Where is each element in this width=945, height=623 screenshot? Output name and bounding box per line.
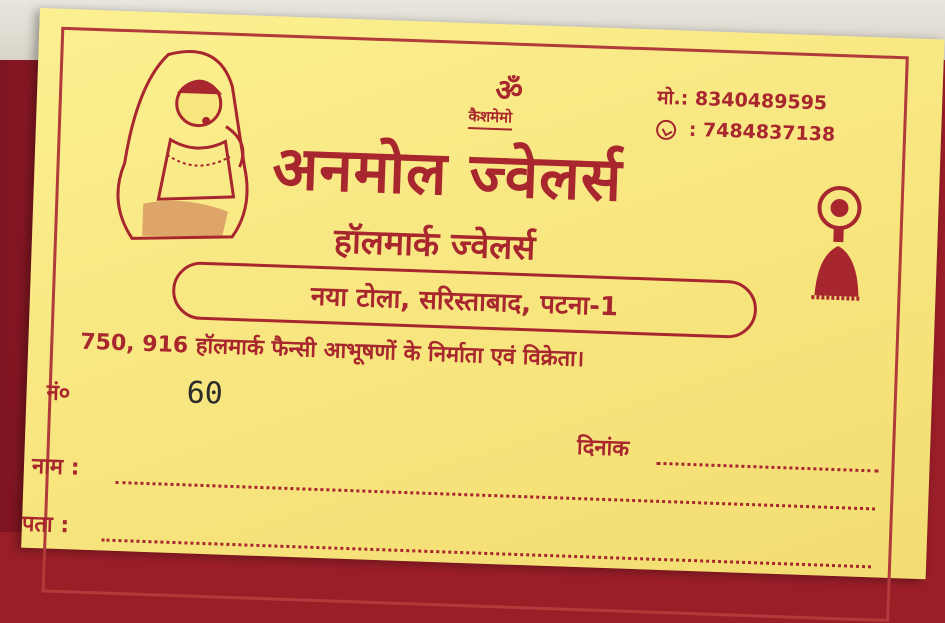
whatsapp-icon	[656, 119, 677, 140]
date-label: दिनांक	[576, 435, 630, 462]
memo-number-value: 60	[186, 375, 224, 412]
number-label: नं०	[46, 380, 71, 407]
whatsapp-separator: :	[688, 118, 697, 141]
cash-memo-sheet	[21, 8, 944, 579]
shop-address: नया टोला, सरिस्ताबाद, पटना-1	[310, 281, 619, 323]
name-label: नाम :	[31, 454, 80, 481]
address-label: पता :	[21, 511, 70, 539]
cash-memo-label: कैशमेमो	[468, 106, 512, 131]
phone-number: 8340489595	[694, 87, 828, 115]
phone-label: मो.:	[656, 86, 689, 110]
bride-illustration-icon	[102, 42, 269, 247]
shop-tagline: 750, 916 हॉलमार्क फैन्सी आभूषणों के निर्माता एवं विक्रेता।	[79, 329, 585, 373]
om-symbol: ॐ	[494, 72, 524, 109]
shop-name: अनमोल ज्वेलर्स	[271, 133, 624, 216]
jhumka-earring-icon	[806, 185, 870, 312]
shop-subtitle: हॉलमार्क ज्वेलर्स	[333, 221, 536, 269]
whatsapp-number: 7484837138	[702, 119, 836, 146]
